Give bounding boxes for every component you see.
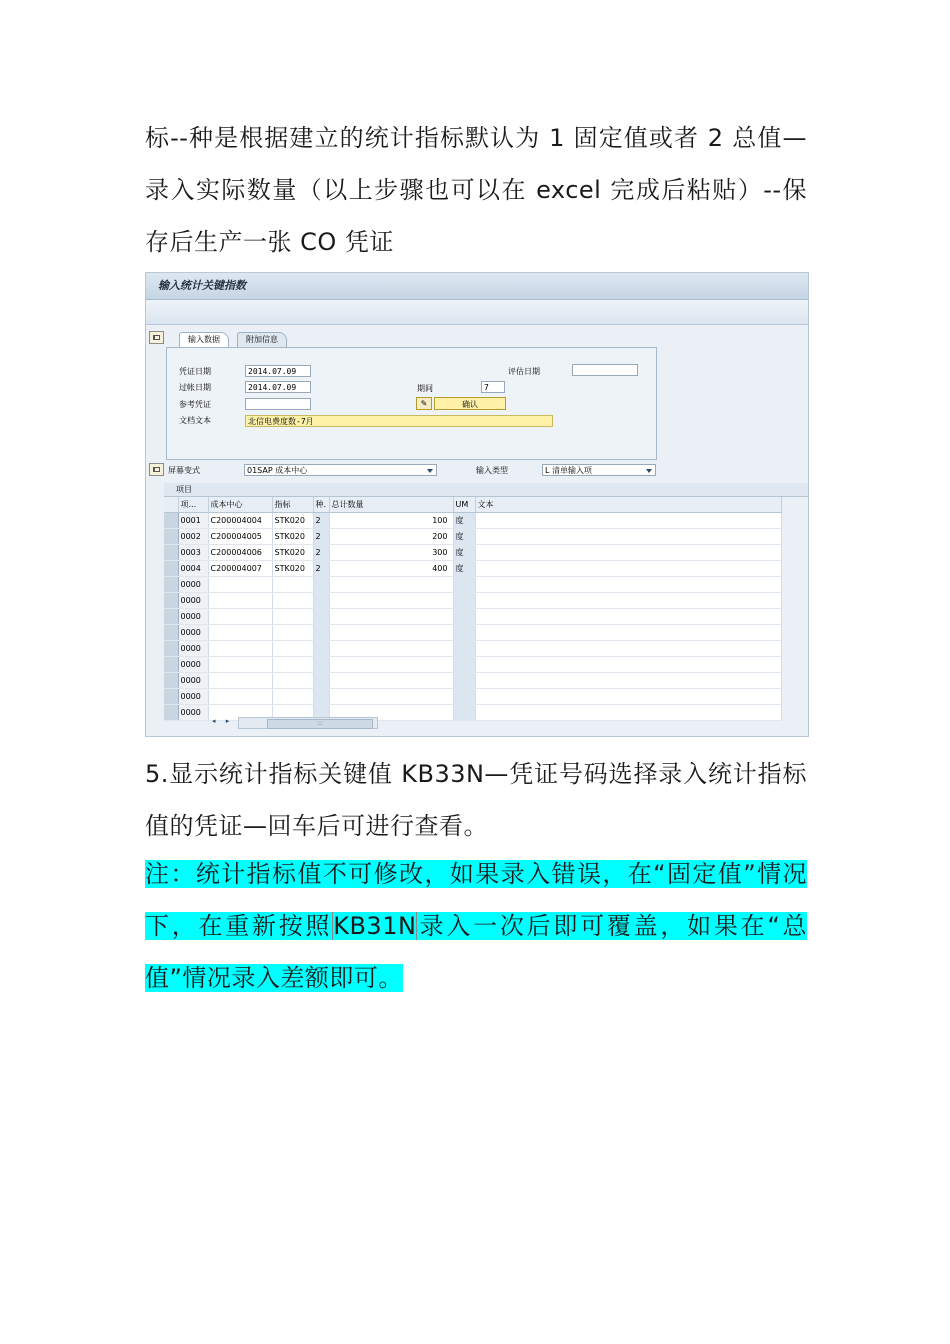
note-text [145, 848, 807, 1004]
table-cell[interactable]: 0000 [178, 705, 208, 721]
table-cell[interactable]: 0000 [178, 609, 208, 625]
table-cell[interactable]: STK020 [272, 545, 313, 561]
table-cell[interactable] [475, 513, 781, 529]
doc-date-field[interactable]: 2014.07.09 [245, 365, 311, 377]
input-type-label: 输入类型 [476, 466, 508, 475]
table-row[interactable] [164, 561, 781, 577]
column-header[interactable]: 项... [178, 497, 208, 513]
row-selector[interactable] [164, 593, 178, 609]
table-cell[interactable]: C200004007 [208, 561, 272, 577]
table-cell[interactable] [475, 705, 781, 721]
table-cell[interactable] [313, 577, 329, 593]
table-cell[interactable]: C200004006 [208, 545, 272, 561]
table-cell[interactable] [329, 593, 453, 609]
table-cell[interactable]: 2 [313, 529, 329, 545]
items-grid [164, 483, 808, 736]
table-cell[interactable] [453, 577, 475, 593]
row-selector[interactable] [164, 673, 178, 689]
table-cell[interactable]: STK020 [272, 513, 313, 529]
table-cell[interactable]: C200004005 [208, 529, 272, 545]
table-cell[interactable] [208, 577, 272, 593]
table-cell[interactable]: 0004 [178, 561, 208, 577]
table-cell[interactable]: 度 [453, 561, 475, 577]
confirm-button[interactable]: 确认 [434, 397, 506, 410]
table-cell[interactable] [272, 593, 313, 609]
scroll-left-right-icon[interactable]: ◂ ▸ [212, 717, 234, 725]
table-cell[interactable] [453, 657, 475, 673]
header-panel [166, 347, 657, 460]
row-selector[interactable] [164, 577, 178, 593]
table-row[interactable] [164, 689, 781, 705]
screen-variant-label: 屏幕变式 [168, 466, 200, 475]
table-cell[interactable]: STK020 [272, 529, 313, 545]
table-cell[interactable] [329, 641, 453, 657]
row-selector[interactable] [164, 513, 178, 529]
table-cell[interactable] [329, 657, 453, 673]
eval-date-label: 评估日期 [508, 367, 540, 376]
table-cell[interactable] [329, 673, 453, 689]
table-cell[interactable] [208, 689, 272, 705]
table-cell[interactable]: 0000 [178, 577, 208, 593]
table-cell[interactable]: 度 [453, 513, 475, 529]
table-row[interactable] [164, 593, 781, 609]
table-row[interactable] [164, 657, 781, 673]
table-cell[interactable] [208, 673, 272, 689]
table-cell[interactable] [329, 689, 453, 705]
table-cell[interactable]: 2 [313, 561, 329, 577]
table-cell[interactable] [453, 673, 475, 689]
column-header[interactable]: 文本 [475, 497, 781, 513]
input-type-select[interactable] [542, 464, 656, 476]
table-cell[interactable] [272, 577, 313, 593]
table-cell[interactable] [475, 561, 781, 577]
expand-header-button[interactable] [149, 331, 164, 344]
row-selector[interactable] [164, 705, 178, 721]
table-cell[interactable] [475, 529, 781, 545]
row-selector[interactable] [164, 545, 178, 561]
table-row[interactable] [164, 513, 781, 529]
ref-doc-field[interactable] [245, 398, 311, 410]
table-cell[interactable] [453, 609, 475, 625]
table-cell[interactable] [313, 657, 329, 673]
table-cell[interactable] [313, 609, 329, 625]
column-header[interactable]: 成本中心 [208, 497, 272, 513]
table-cell[interactable] [313, 689, 329, 705]
table-row[interactable] [164, 625, 781, 641]
column-header[interactable]: UM [453, 497, 475, 513]
period-label: 期间 [417, 384, 433, 393]
sap-screenshot [145, 272, 809, 737]
table-cell[interactable] [208, 657, 272, 673]
table-cell[interactable]: 300 [329, 545, 453, 561]
table-cell[interactable]: 400 [329, 561, 453, 577]
row-selector[interactable] [164, 625, 178, 641]
tab-input-data[interactable]: 输入数据 [179, 332, 229, 347]
grid-body [164, 513, 781, 721]
note-code: KB31N [333, 912, 417, 940]
row-selector[interactable] [164, 657, 178, 673]
note-paragraph [145, 848, 807, 1004]
column-header[interactable]: 种. [313, 497, 329, 513]
table-cell[interactable] [475, 689, 781, 705]
sap-toolbar [146, 300, 808, 325]
scrollbar-thumb[interactable]: ::: [267, 719, 373, 729]
chevron-down-icon [646, 469, 652, 473]
table-row[interactable] [164, 609, 781, 625]
table-row[interactable] [164, 641, 781, 657]
table-cell[interactable]: 0000 [178, 625, 208, 641]
table-cell[interactable] [475, 673, 781, 689]
table-cell[interactable]: 0000 [178, 689, 208, 705]
table-cell[interactable] [313, 625, 329, 641]
table-cell[interactable] [272, 609, 313, 625]
column-header[interactable]: 指标 [272, 497, 313, 513]
row-selector[interactable] [164, 689, 178, 705]
table-cell[interactable] [475, 641, 781, 657]
step5-text: 5.显示统计指标关键值 KB33N—凭证号码选择录入统计指标值的凭证—回车后可进行查看。 [145, 760, 807, 840]
sap-window-title: 输入统计关键指数 [146, 273, 808, 300]
table-cell[interactable] [329, 577, 453, 593]
screen-variant-value: 01SAP 成本中心 [247, 466, 308, 475]
table-cell[interactable] [208, 593, 272, 609]
intro-text: 标--种是根据建立的统计指标默认为 1 固定值或者 2 总值—录入实际数量（以上步骤也可以在 excel 完成后粘贴）--保存后生产一张 CO 凭证 [145, 124, 807, 256]
table-cell[interactable]: 度 [453, 529, 475, 545]
grid-title: 项目 [164, 483, 808, 497]
row-selector[interactable] [164, 529, 178, 545]
doc-text-field[interactable]: 北信电费度数-7月 [245, 415, 553, 427]
table-cell[interactable] [272, 689, 313, 705]
table-cell[interactable] [313, 593, 329, 609]
table-cell[interactable] [453, 641, 475, 657]
table-cell[interactable] [453, 625, 475, 641]
table-cell[interactable] [272, 657, 313, 673]
horizontal-scrollbar[interactable] [238, 717, 378, 729]
table-cell[interactable] [208, 609, 272, 625]
table-cell[interactable] [329, 625, 453, 641]
table-row[interactable] [164, 529, 781, 545]
chevron-down-icon [427, 469, 433, 473]
note-part2: 录入一次后即可覆盖，如果在“总值”情况录入差额即可。 [145, 912, 808, 992]
expand-variant-button[interactable] [149, 463, 164, 476]
period-field[interactable]: 7 [481, 381, 505, 393]
table-cell[interactable]: STK020 [272, 561, 313, 577]
table-row[interactable] [164, 545, 781, 561]
table-cell[interactable]: 度 [453, 545, 475, 561]
table-cell[interactable] [208, 641, 272, 657]
items-table [164, 497, 782, 721]
table-cell[interactable] [313, 641, 329, 657]
table-cell[interactable]: 0003 [178, 545, 208, 561]
row-selector[interactable] [164, 561, 178, 577]
table-cell[interactable]: 0000 [178, 673, 208, 689]
tab-additional-info[interactable]: 附加信息 [237, 332, 287, 347]
row-selector[interactable] [164, 609, 178, 625]
ref-doc-label: 参考凭证 [179, 400, 211, 409]
table-cell[interactable] [208, 625, 272, 641]
table-cell[interactable]: 2 [313, 513, 329, 529]
table-cell[interactable] [453, 689, 475, 705]
table-cell[interactable] [475, 657, 781, 673]
table-cell[interactable] [272, 625, 313, 641]
table-cell[interactable]: 0000 [178, 593, 208, 609]
table-cell[interactable] [329, 609, 453, 625]
table-cell[interactable] [313, 673, 329, 689]
post-date-label: 过帐日期 [179, 383, 211, 392]
post-date-field[interactable]: 2014.07.09 [245, 381, 311, 393]
table-cell[interactable]: 0000 [178, 641, 208, 657]
table-cell[interactable]: 200 [329, 529, 453, 545]
table-cell[interactable]: 0001 [178, 513, 208, 529]
doc-text-label: 文档文本 [179, 416, 211, 425]
table-cell[interactable] [475, 625, 781, 641]
table-cell[interactable]: C200004004 [208, 513, 272, 529]
grid-header-row [164, 497, 781, 513]
eval-date-field[interactable] [572, 364, 638, 376]
table-cell[interactable]: 2 [313, 545, 329, 561]
screen-variant-select[interactable] [244, 464, 437, 476]
table-cell[interactable] [453, 705, 475, 721]
column-header[interactable]: 总计数量 [329, 497, 453, 513]
table-cell[interactable] [475, 593, 781, 609]
table-cell[interactable]: 0000 [178, 657, 208, 673]
table-row[interactable] [164, 577, 781, 593]
table-cell[interactable] [475, 609, 781, 625]
table-cell[interactable] [272, 673, 313, 689]
intro-paragraph [145, 112, 807, 268]
input-type-value: L 清单输入项 [545, 466, 592, 475]
pencil-icon[interactable]: ✎ [416, 397, 432, 410]
doc-date-label: 凭证日期 [179, 367, 211, 376]
row-selector[interactable] [164, 641, 178, 657]
table-row[interactable] [164, 673, 781, 689]
table-cell[interactable]: 100 [329, 513, 453, 529]
table-cell[interactable] [475, 577, 781, 593]
table-cell[interactable]: 0002 [178, 529, 208, 545]
table-cell[interactable] [453, 593, 475, 609]
step5-paragraph [145, 748, 807, 852]
table-cell[interactable] [475, 545, 781, 561]
table-cell[interactable] [272, 641, 313, 657]
note-part1: 注：统计指标值不可修改，如果录入错误，在“固定值”情况下，在重新按照 [145, 860, 807, 940]
row-selector-header[interactable] [164, 497, 178, 513]
